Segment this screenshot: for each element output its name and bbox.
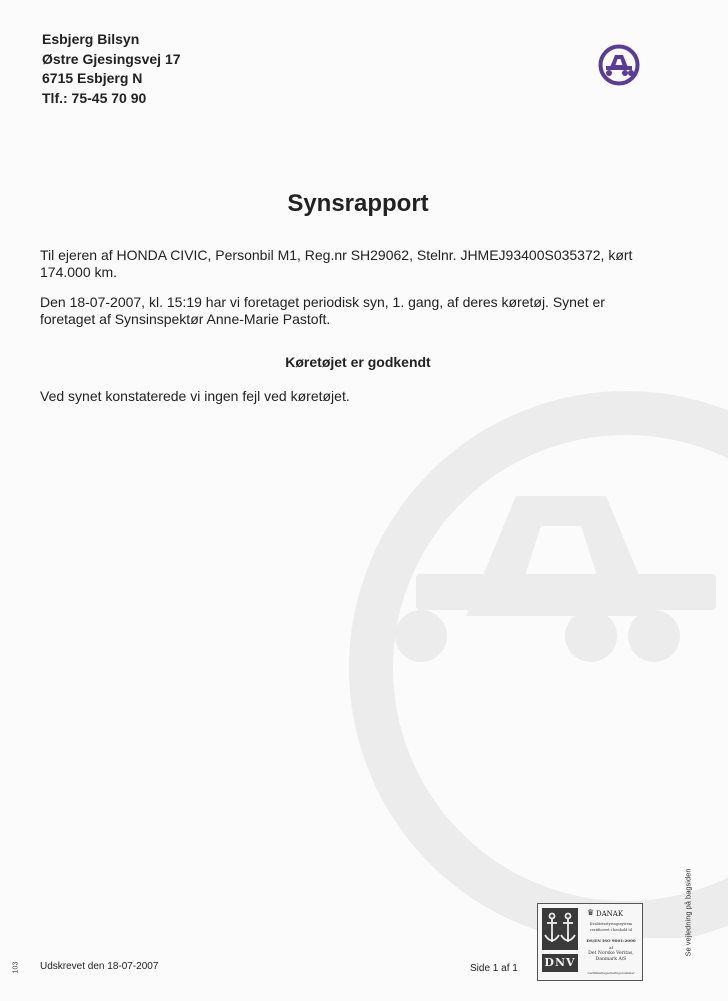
page-title: Synsrapport xyxy=(287,190,429,217)
cert-standard: DS/EN ISO 9001:2000 xyxy=(586,938,636,943)
cert-line: Kvalitetsstyringssystem certificeret i henhold til xyxy=(589,922,633,932)
company-name: Esbjerg Bilsyn xyxy=(42,31,140,47)
cert-of: af xyxy=(609,945,613,950)
postal-city: 6715 Esbjerg N xyxy=(42,70,143,86)
page-code xyxy=(12,960,24,980)
page-number: Side 1 af 1 xyxy=(470,963,518,974)
inspection-verdict: Køretøjet er godkendt xyxy=(285,354,431,370)
cert-footnote: Certifikatregistreringsnummer xyxy=(587,971,635,975)
street-address: Østre Gjesingsvej 17 xyxy=(42,50,181,67)
dnv-logo: DNV xyxy=(542,954,578,972)
circle-a-watermark-icon xyxy=(346,378,728,938)
certification-stamp xyxy=(537,903,643,981)
inspection-details-paragraph: Den 18-07-2007, kl. 15:19 har vi foretaget periodisk syn, 1. gang, af deres køretøj. Synet er foretaget af Synsinspektør Anne-Marie Pastoft. xyxy=(40,294,605,327)
crown-icon: ♛ xyxy=(587,908,595,917)
owner-vehicle-paragraph: Til ejeren af HONDA CIVIC, Personbil M1, Reg.nr SH29062, Stelnr. JHMEJ93400S035372, kørt 174.000 km. xyxy=(40,247,633,280)
back-page-note-text: Se vejledning på bagsiden xyxy=(683,868,693,957)
printed-date: Udskrevet den 18-07-2007 xyxy=(40,961,159,972)
phone-number: Tlf.: 75-45 70 90 xyxy=(42,89,147,106)
anchor-icon xyxy=(542,908,578,950)
back-page-note xyxy=(678,868,693,960)
findings-paragraph: Ved synet konstaterede vi ingen fejl ved køretøjet. xyxy=(40,388,350,404)
company-address xyxy=(42,30,181,108)
cert-issuer: Det Norske Veritas, Danmark A/S xyxy=(588,951,634,962)
circle-a-logo-icon xyxy=(598,44,640,86)
danak-label: DANAK xyxy=(596,910,624,918)
page-code-text: 103 xyxy=(12,961,20,974)
